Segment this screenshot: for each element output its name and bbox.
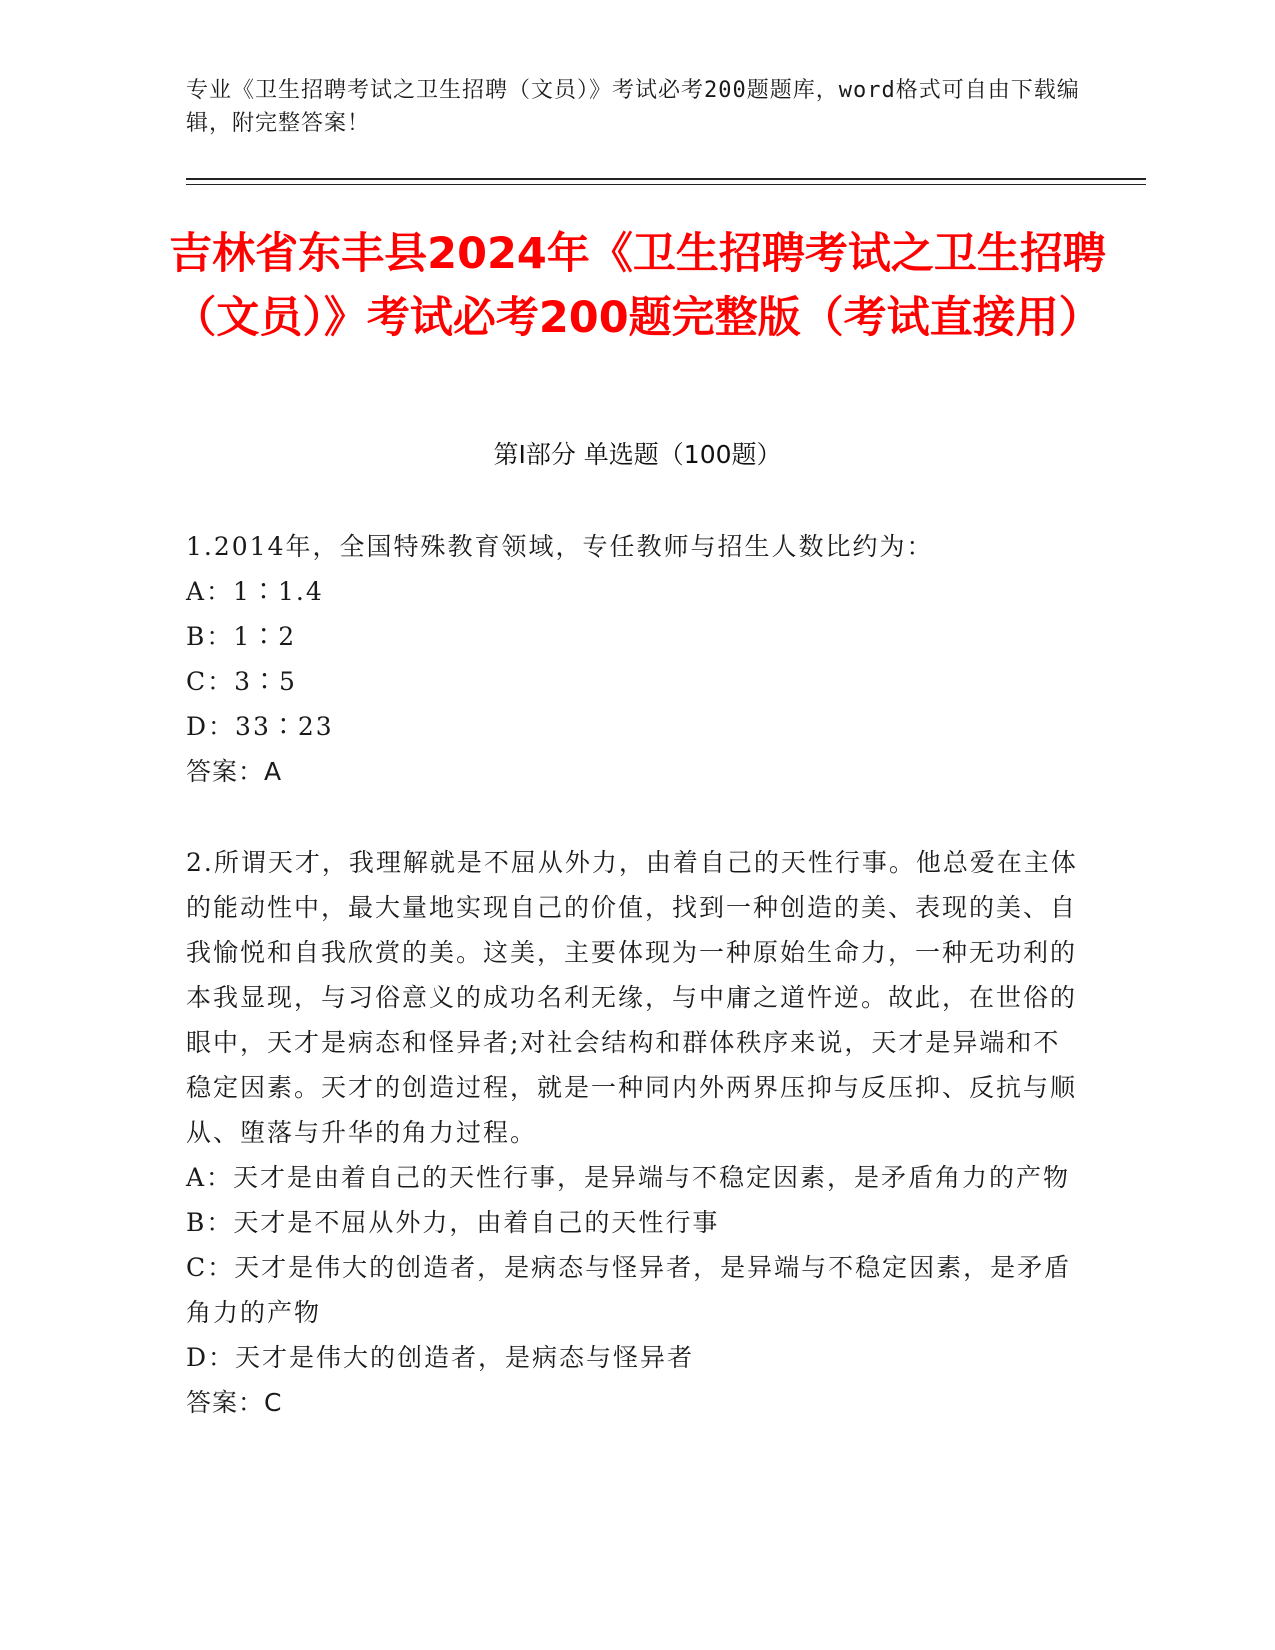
option-d: D：天才是伟大的创造者，是病态与怪异者 (186, 1343, 695, 1372)
question-1 (186, 524, 1086, 794)
section-heading: 第Ⅰ部分 单选题（100题） (493, 440, 782, 469)
answer-label: 答案：A (186, 757, 283, 786)
answer-label: 答案：C (186, 1388, 283, 1417)
option-c: C：天才是伟大的创造者，是病态与怪异者，是异端与不稳定因素，是矛盾角力的产物 (186, 1253, 1072, 1327)
option-b: B：1∶2 (186, 622, 297, 651)
question-2 (186, 840, 1086, 1425)
question-stem: 1.2014年，全国特殊教育领域，专任教师与招生人数比约为： (186, 532, 934, 561)
header-divider-thick (186, 178, 1146, 180)
document-title: 吉林省东丰县2024年《卫生招聘考试之卫生招聘（文员）》考试必考200题完整版（考试直接用） (169, 229, 1106, 343)
header-note: 专业《卫生招聘考试之卫生招聘（文员）》考试必考200题题库，word格式可自由下载编辑，附完整答案！ (186, 78, 1080, 136)
option-a: A：天才是由着自己的天性行事，是异端与不稳定因素，是矛盾角力的产物 (186, 1163, 1071, 1192)
option-d: D：33∶23 (186, 712, 334, 741)
option-a: A：1∶1.4 (186, 577, 324, 606)
option-b: B：天才是不屈从外力，由着自己的天性行事 (186, 1208, 720, 1237)
header-divider-thin (186, 184, 1146, 185)
option-c: C：3∶5 (186, 667, 297, 696)
question-stem: 2.所谓天才，我理解就是不屈从外力，由着自己的天性行事。他总爱在主体的能动性中，最大量地实现自己的价值，找到一种创造的美、表现的美、自我愉悦和自我欣赏的美。这美，主要体现为一种原始生命力，一种无功利的本我显现，与习俗意义的成功名利无缘，与中庸之道忤逆。故此，在世俗的眼中，天才是病态和怪异者;对社会结构和群体秩序来说，天才是异端和不稳定因素。天才的创造过程，就是一种同内外两界压抑与反压抑、反抗与顺从、堕落与升华的角力过程。 (186, 848, 1078, 1147)
